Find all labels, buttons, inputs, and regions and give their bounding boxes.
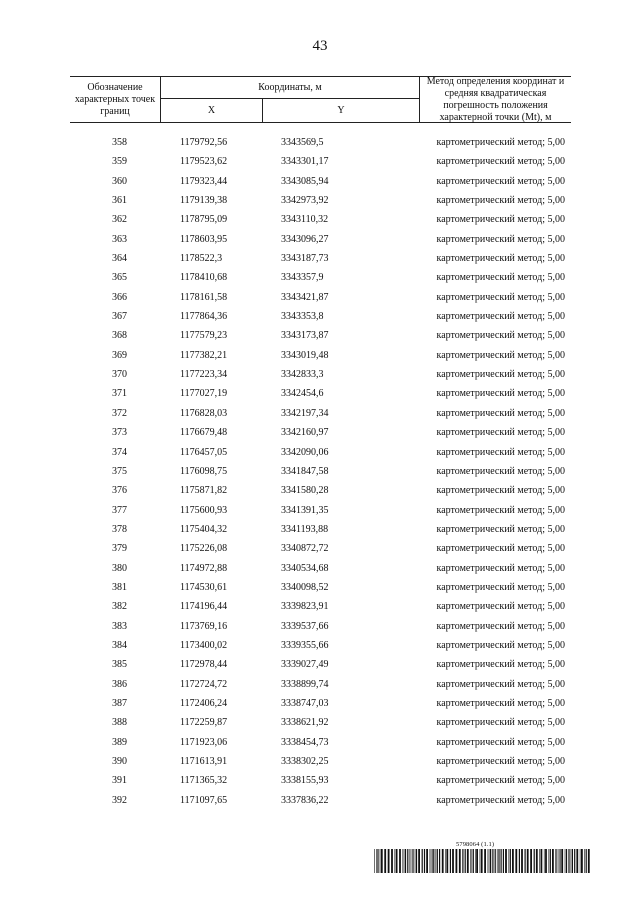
point-number: 375 xyxy=(112,465,127,477)
y-value: 3341391,35 xyxy=(281,504,329,516)
y-value: 3339823,91 xyxy=(281,601,329,613)
y-value: 3340534,68 xyxy=(281,562,329,574)
x-value: 1174530,61 xyxy=(180,581,228,593)
point-number: 367 xyxy=(112,311,127,323)
method-value: картометрический метод; 5,00 xyxy=(436,543,565,555)
x-value: 1179139,38 xyxy=(180,195,228,207)
y-value: 3338302,25 xyxy=(281,756,329,767)
x-value: 1173400,02 xyxy=(180,639,228,651)
method-value: картометрический метод; 5,00 xyxy=(436,330,565,342)
y-value: 3343019,48 xyxy=(281,349,329,361)
point-number: 365 xyxy=(112,272,127,284)
method-value: картометрический метод; 5,00 xyxy=(436,485,565,497)
point-number: 372 xyxy=(112,407,127,419)
table-row xyxy=(70,443,571,462)
point-number: 374 xyxy=(112,446,127,458)
point-number: 381 xyxy=(112,581,127,593)
table-row xyxy=(70,675,571,694)
method-value: картометрический метод; 5,00 xyxy=(436,678,565,690)
x-value: 1172259,87 xyxy=(180,717,228,729)
method-value: картометрический метод; 5,00 xyxy=(436,775,565,787)
x-value: 1177864,36 xyxy=(180,311,228,323)
table-row xyxy=(70,210,571,229)
header-y: Y xyxy=(263,99,420,122)
x-value: 1171097,65 xyxy=(180,794,228,806)
method-value: картометрический метод; 5,00 xyxy=(436,717,565,729)
table-row xyxy=(70,713,571,732)
table-row xyxy=(70,559,571,578)
y-value: 3338454,73 xyxy=(281,736,329,748)
x-value: 1176828,03 xyxy=(180,407,228,419)
table-row xyxy=(70,655,571,674)
point-number: 383 xyxy=(112,620,127,632)
x-value: 1178161,58 xyxy=(180,291,228,303)
header-point-label: Обозначение характерных точек границ xyxy=(70,77,161,122)
method-value: картометрический метод; 5,00 xyxy=(436,291,565,303)
table-row xyxy=(70,384,571,403)
method-value: картометрический метод; 5,00 xyxy=(436,756,565,767)
x-value: 1172978,44 xyxy=(180,659,228,671)
method-value: картометрический метод; 5,00 xyxy=(436,233,565,245)
method-value: картометрический метод; 5,00 xyxy=(436,581,565,593)
point-number: 369 xyxy=(112,349,127,361)
y-value: 3342160,97 xyxy=(281,427,329,439)
x-value: 1171613,91 xyxy=(180,756,228,767)
point-number: 384 xyxy=(112,639,127,651)
y-value: 3342973,92 xyxy=(281,195,329,207)
table-row xyxy=(70,268,571,287)
table-body xyxy=(70,133,571,810)
table-row xyxy=(70,636,571,655)
header-method: Метод определения координат и средняя квадратическая погрешность положения характерной точки (Мt), м xyxy=(426,75,565,123)
method-value: картометрический метод; 5,00 xyxy=(436,407,565,419)
x-value: 1174972,88 xyxy=(180,562,228,574)
point-number: 362 xyxy=(112,214,127,226)
point-number: 388 xyxy=(112,717,127,729)
table-row xyxy=(70,249,571,268)
y-value: 3343173,87 xyxy=(281,330,329,342)
table-row xyxy=(70,597,571,616)
x-value: 1171365,32 xyxy=(180,775,228,787)
point-number: 380 xyxy=(112,562,127,574)
table-row xyxy=(70,172,571,191)
point-number: 366 xyxy=(112,291,127,303)
table-row xyxy=(70,326,571,345)
point-number: 389 xyxy=(112,736,127,748)
table-row xyxy=(70,791,571,810)
x-value: 1176457,05 xyxy=(180,446,228,458)
y-value: 3343301,17 xyxy=(281,156,329,168)
point-number: 361 xyxy=(112,195,127,207)
method-value: картометрический метод; 5,00 xyxy=(436,562,565,574)
method-value: картометрический метод; 5,00 xyxy=(436,137,565,148)
table-row xyxy=(70,520,571,539)
x-value: 1173769,16 xyxy=(180,620,228,632)
x-value: 1177027,19 xyxy=(180,388,228,400)
method-value: картометрический метод; 5,00 xyxy=(436,214,565,226)
y-value: 3340872,72 xyxy=(281,543,329,555)
x-value: 1178522,3 xyxy=(180,253,223,265)
table-row xyxy=(70,771,571,790)
method-value: картометрический метод; 5,00 xyxy=(436,697,565,709)
point-number: 358 xyxy=(112,137,127,148)
header-x: X xyxy=(161,99,263,122)
x-value: 1177223,34 xyxy=(180,369,228,381)
table-row xyxy=(70,694,571,713)
table-row xyxy=(70,288,571,307)
table-row xyxy=(70,462,571,481)
method-value: картометрический метод; 5,00 xyxy=(436,311,565,323)
page-number: 43 xyxy=(312,38,328,54)
table-row xyxy=(70,578,571,597)
table-row xyxy=(70,752,571,771)
y-value: 3341580,28 xyxy=(281,485,329,497)
y-value: 3343421,87 xyxy=(281,291,329,303)
y-value: 3343353,8 xyxy=(281,311,324,323)
y-value: 3343096,27 xyxy=(281,233,329,245)
x-value: 1177579,23 xyxy=(180,330,228,342)
x-value: 1178603,95 xyxy=(180,233,228,245)
y-value: 3341193,88 xyxy=(281,523,329,535)
method-value: картометрический метод; 5,00 xyxy=(436,639,565,651)
point-number: 387 xyxy=(112,697,127,709)
table-row xyxy=(70,423,571,442)
point-number: 392 xyxy=(112,794,127,806)
y-value: 3342833,3 xyxy=(281,369,324,381)
point-number: 371 xyxy=(112,388,127,400)
barcode-code: 5798064 (1.1) xyxy=(456,841,495,848)
x-value: 1176679,48 xyxy=(180,427,228,439)
method-value: картометрический метод; 5,00 xyxy=(436,504,565,516)
method-value: картометрический метод; 5,00 xyxy=(436,620,565,632)
y-value: 3343110,32 xyxy=(281,214,329,226)
table-row xyxy=(70,133,571,152)
x-value: 1179523,62 xyxy=(180,156,228,168)
table-row xyxy=(70,404,571,423)
point-number: 368 xyxy=(112,330,127,342)
y-value: 3338155,93 xyxy=(281,775,329,787)
point-number: 373 xyxy=(112,427,127,439)
y-value: 3342454,6 xyxy=(281,388,324,400)
x-value: 1179323,44 xyxy=(180,175,228,187)
method-value: картометрический метод; 5,00 xyxy=(436,369,565,381)
point-number: 385 xyxy=(112,659,127,671)
y-value: 3337836,22 xyxy=(281,794,329,806)
method-value: картометрический метод; 5,00 xyxy=(436,794,565,806)
x-value: 1175404,32 xyxy=(180,523,228,535)
y-value: 3339355,66 xyxy=(281,639,329,651)
x-value: 1179792,56 xyxy=(180,137,228,148)
method-value: картометрический метод; 5,00 xyxy=(436,427,565,439)
x-value: 1178410,68 xyxy=(180,272,228,284)
point-number: 359 xyxy=(112,156,127,168)
method-value: картометрический метод; 5,00 xyxy=(436,175,565,187)
point-number: 370 xyxy=(112,369,127,381)
method-value: картометрический метод; 5,00 xyxy=(436,736,565,748)
y-value: 3340098,52 xyxy=(281,581,329,593)
y-value: 3343357,9 xyxy=(281,272,324,284)
method-value: картометрический метод; 5,00 xyxy=(436,388,565,400)
x-value: 1177382,21 xyxy=(180,349,228,361)
x-value: 1171923,06 xyxy=(180,736,228,748)
method-value: картометрический метод; 5,00 xyxy=(436,156,565,168)
table-row xyxy=(70,230,571,249)
x-value: 1175226,08 xyxy=(180,543,228,555)
method-value: картометрический метод; 5,00 xyxy=(436,446,565,458)
table-row xyxy=(70,307,571,326)
method-value: картометрический метод; 5,00 xyxy=(436,195,565,207)
y-value: 3341847,58 xyxy=(281,465,329,477)
point-number: 386 xyxy=(112,678,127,690)
point-number: 360 xyxy=(112,175,127,187)
method-value: картометрический метод; 5,00 xyxy=(436,465,565,477)
y-value: 3338899,74 xyxy=(281,678,329,690)
x-value: 1178795,09 xyxy=(180,214,228,226)
point-number: 390 xyxy=(112,756,127,767)
x-value: 1174196,44 xyxy=(180,601,228,613)
y-value: 3338747,03 xyxy=(281,697,329,709)
method-value: картометрический метод; 5,00 xyxy=(436,523,565,535)
table-row xyxy=(70,365,571,384)
table-row xyxy=(70,617,571,636)
table-row xyxy=(70,733,571,752)
y-value: 3339027,49 xyxy=(281,659,329,671)
barcode-image xyxy=(374,849,591,873)
point-number: 379 xyxy=(112,543,127,555)
point-number: 378 xyxy=(112,523,127,535)
y-value: 3343187,73 xyxy=(281,253,329,265)
y-value: 3343085,94 xyxy=(281,175,329,187)
method-value: картометрический метод; 5,00 xyxy=(436,253,565,265)
method-value: картометрический метод; 5,00 xyxy=(436,601,565,613)
point-number: 376 xyxy=(112,485,127,497)
x-value: 1176098,75 xyxy=(180,465,228,477)
y-value: 3339537,66 xyxy=(281,620,329,632)
x-value: 1175871,82 xyxy=(180,485,228,497)
method-value: картометрический метод; 5,00 xyxy=(436,349,565,361)
point-number: 377 xyxy=(112,504,127,516)
y-value: 3343569,5 xyxy=(281,137,324,148)
table-header xyxy=(70,76,571,123)
point-number: 382 xyxy=(112,601,127,613)
method-value: картометрический метод; 5,00 xyxy=(436,659,565,671)
header-coordinates: Координаты, м xyxy=(161,77,420,99)
table-row xyxy=(70,501,571,520)
table-row xyxy=(70,481,571,500)
y-value: 3342090,06 xyxy=(281,446,329,458)
x-value: 1172406,24 xyxy=(180,697,228,709)
method-value: картометрический метод; 5,00 xyxy=(436,272,565,284)
x-value: 1172724,72 xyxy=(180,678,228,690)
point-number: 391 xyxy=(112,775,127,787)
x-value: 1175600,93 xyxy=(180,504,228,516)
point-number: 363 xyxy=(112,233,127,245)
y-value: 3342197,34 xyxy=(281,407,329,419)
table-row xyxy=(70,152,571,171)
y-value: 3338621,92 xyxy=(281,717,329,729)
table-row xyxy=(70,191,571,210)
table-row xyxy=(70,346,571,365)
table-row xyxy=(70,539,571,558)
point-number: 364 xyxy=(112,253,127,265)
